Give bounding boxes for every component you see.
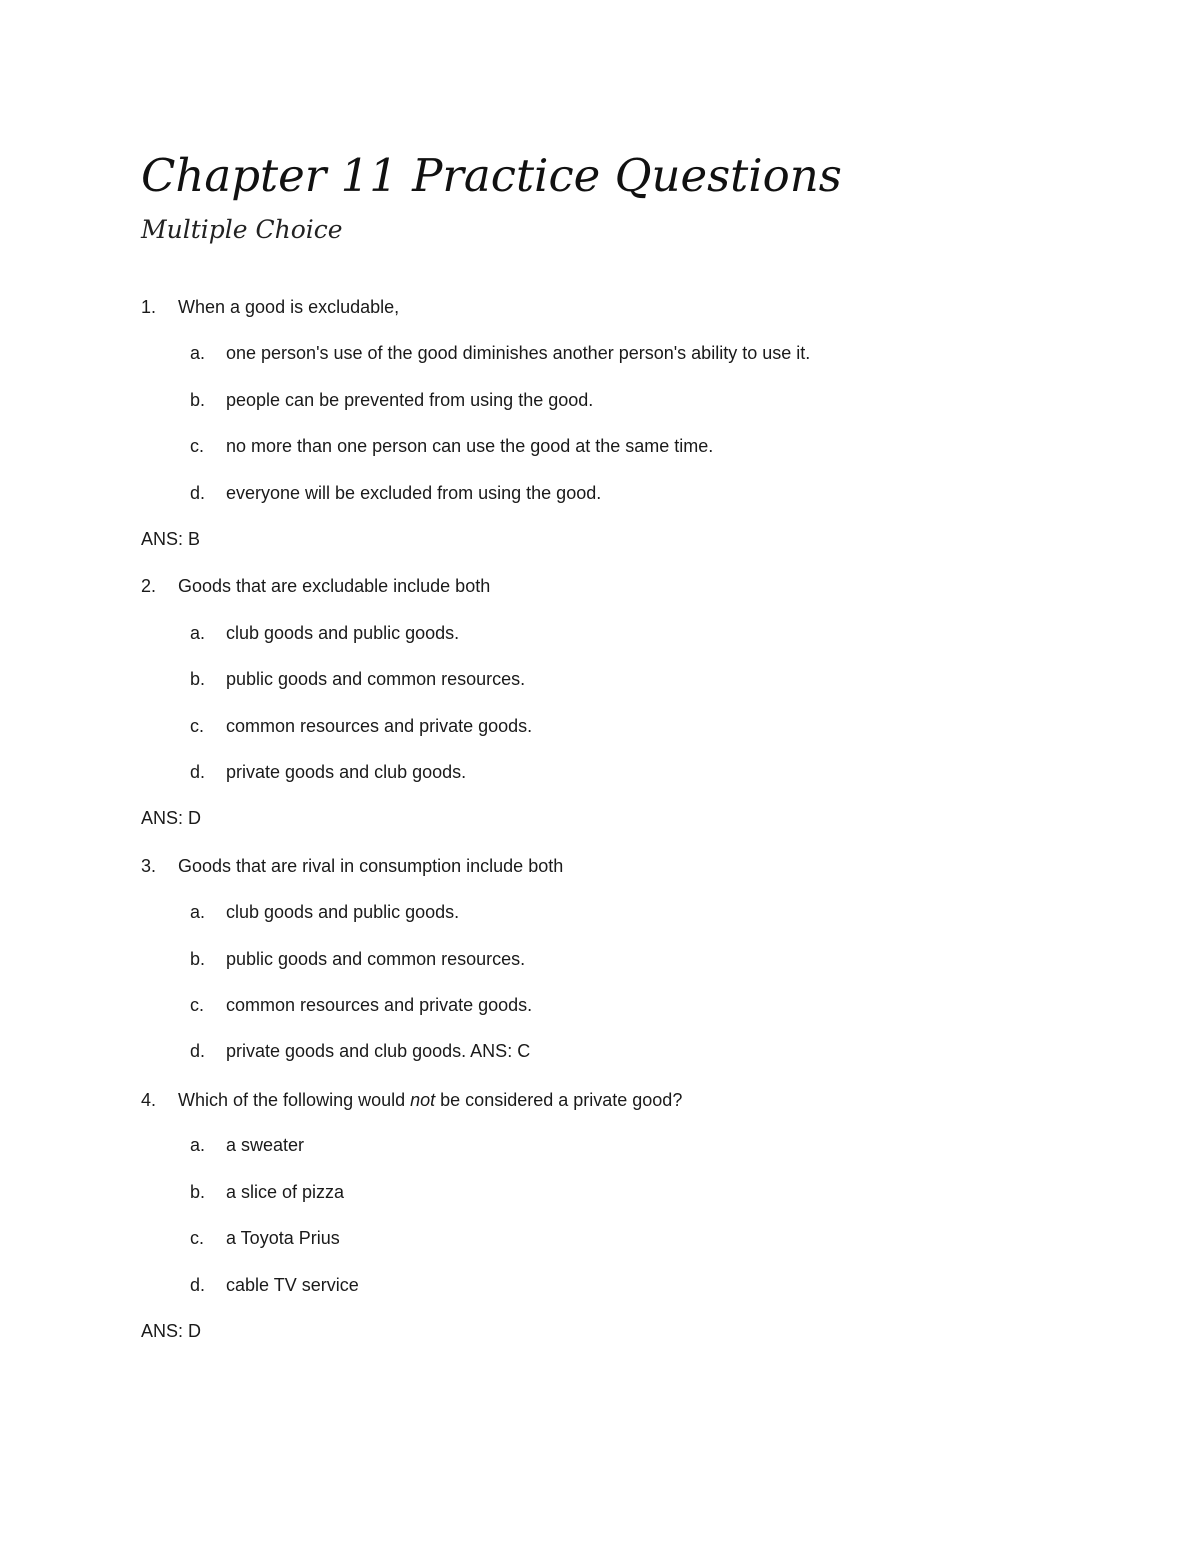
option-text: one person's use of the good diminishes another person's ability to use it. xyxy=(226,343,811,363)
question-text: Goods that are rival in consumption include both xyxy=(178,856,564,876)
question-text: When a good is excludable, xyxy=(178,297,400,317)
option-letter: a. xyxy=(190,623,206,643)
page-subtitle: Multiple Choice xyxy=(141,215,343,244)
option-letter: d. xyxy=(190,1275,206,1295)
question-number: 2. xyxy=(141,576,157,596)
question-text-emphasis: not xyxy=(410,1090,436,1110)
option-text: common resources and private goods. xyxy=(226,716,533,736)
option-text: a sweater xyxy=(226,1135,305,1155)
option-text: club goods and public goods. xyxy=(226,902,460,922)
answer-key: ANS: D xyxy=(141,808,202,828)
question-number: 4. xyxy=(141,1090,157,1110)
option-letter: b. xyxy=(190,390,206,410)
option-letter: d. xyxy=(190,483,206,503)
option-text: cable TV service xyxy=(226,1275,359,1295)
option-letter: d. xyxy=(190,762,206,782)
option-letter: c. xyxy=(190,436,205,456)
option-text: common resources and private goods. xyxy=(226,995,533,1015)
option-text: a Toyota Prius xyxy=(226,1228,340,1248)
page-title: Chapter 11 Practice Questions xyxy=(141,149,842,202)
option-letter: b. xyxy=(190,949,206,969)
option-text: a slice of pizza xyxy=(226,1182,345,1202)
option-letter: d. xyxy=(190,1041,206,1061)
option-text: public goods and common resources. xyxy=(226,949,526,969)
option-text: everyone will be excluded from using the good. xyxy=(226,483,602,503)
question-text xyxy=(178,1088,682,1112)
question-number: 3. xyxy=(141,856,157,876)
option-letter: a. xyxy=(190,1135,206,1155)
option-text: club goods and public goods. xyxy=(226,623,460,643)
answer-key: ANS: B xyxy=(141,529,201,549)
option-letter: a. xyxy=(190,902,206,922)
option-letter: a. xyxy=(190,343,206,363)
option-letter: c. xyxy=(190,1228,205,1248)
option-letter: c. xyxy=(190,716,205,736)
question-text-start: Which of the following would xyxy=(178,1090,411,1110)
option-letter: c. xyxy=(190,995,205,1015)
option-text: public goods and common resources. xyxy=(226,669,526,689)
question-text: Goods that are excludable include both xyxy=(178,576,491,596)
option-text: private goods and club goods. xyxy=(226,762,467,782)
option-letter: b. xyxy=(190,1182,206,1202)
answer-key: ANS: D xyxy=(141,1321,202,1341)
question-text-end: be considered a private good? xyxy=(435,1090,683,1110)
question-number: 1. xyxy=(141,297,157,317)
option-text: people can be prevented from using the good. xyxy=(226,390,594,410)
option-text: private goods and club goods. ANS: C xyxy=(226,1041,531,1061)
option-letter: b. xyxy=(190,669,206,689)
option-text: no more than one person can use the good at the same time. xyxy=(226,436,714,456)
